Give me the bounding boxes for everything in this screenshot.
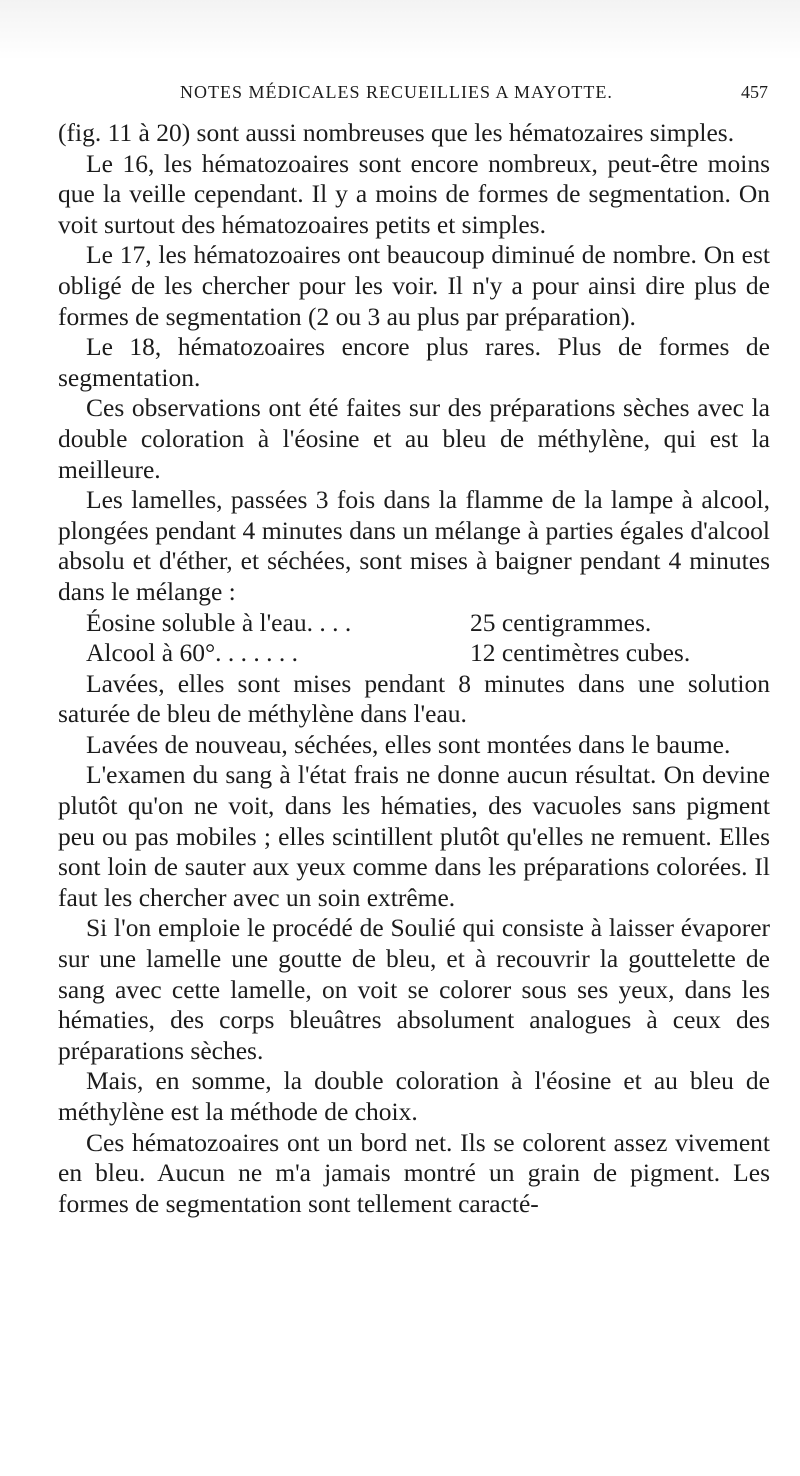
recipe-row-eosine [86,608,770,639]
paragraph-lavees-de-nouveau: Lavées de nouveau, séchées, elles sont montées dans le baume. [86,729,731,759]
paragraph-day-16: Le 16, les hématozoaires sont encore nombreux, peut-être moins que la veille cependant. Il y a moins de formes de segmentation. On voit surtout des hématozoaires petits et simples. [58,148,770,239]
page-number: 457 [741,82,768,102]
paragraph-examen-du-sang: L'examen du sang à l'état frais ne donne aucun résultat. On devine plutôt qu'on ne voit, dans les hématies, des vacuoles sans pigment peu ou pas mobiles ; elles scintillent plutôt qu'elles ne remuent. Elles sont loin de sauter aux yeux comme dans les préparations colorées. Il faut les chercher avec un soin extrême. [58,760,770,912]
running-title: NOTES MÉDICALES RECUEILLIES A MAYOTTE. [180,82,613,102]
paragraph-methode-de-choix: Mais, en somme, la double coloration à l'éosine et au bleu de méthylène est la méthode de choix. [58,1066,770,1126]
recipe-item: Alcool à 60°. . . . . . . [86,638,299,668]
body-text [58,118,770,1219]
recipe-item: Éosine soluble à l'eau. . . . [86,607,352,637]
paragraph-day-17: Le 17, les hématozoaires ont beaucoup diminué de nombre. On est obligé de les chercher pour les voir. Il n'y a pour ainsi dire plus de formes de segmentation (2 ou 3 au plus par préparation). [58,240,770,331]
paragraph-lamelles: Les lamelles, passées 3 fois dans la flamme de la lampe à alcool, plongées pendant 4 minutes dans un mélange à parties égales d'alcool absolu et d'éther, et séchées, sont mises à baigner pendant 4 minutes dans le mélange : [58,485,770,606]
paragraph-bord-net: Ces hématozoaires ont un bord net. Ils se colorent assez vivement en bleu. Aucun ne m'a jamais montré un grain de pigment. Les formes de segmentation sont tellement caracté- [58,1127,770,1218]
paragraph-observations: Ces observations ont été faites sur des préparations sèches avec la double coloration à l'éosine et au bleu de méthylène, qui est la meilleure. [58,393,770,484]
recipe-row-alcool [86,638,770,669]
paragraph-procede-soulie: Si l'on emploie le procédé de Soulié qui consiste à laisser évaporer sur une lamelle une goutte de bleu, et à recouvrir la gouttelette de sang avec cette lamelle, on voit se colorer sous ses yeux, dans les hématies, des corps bleuâtres absolument analogues à ceux des préparations sèches. [58,913,770,1065]
recipe-quantity: 25 centigrammes. [470,607,652,637]
running-head [60,82,768,110]
paragraph-lavees: Lavées, elles sont mises pendant 8 minutes dans une solution saturée de bleu de méthylène dans l'eau. [58,668,770,729]
paragraph-continuation: (fig. 11 à 20) sont aussi nombreuses que les hématozaires simples. [58,118,735,147]
stain-recipe [58,608,770,669]
paragraph-day-18: Le 18, hématozoaires encore plus rares. Plus de formes de segmentation. [58,332,770,392]
recipe-quantity: 12 centimètres cubes. [470,638,691,668]
